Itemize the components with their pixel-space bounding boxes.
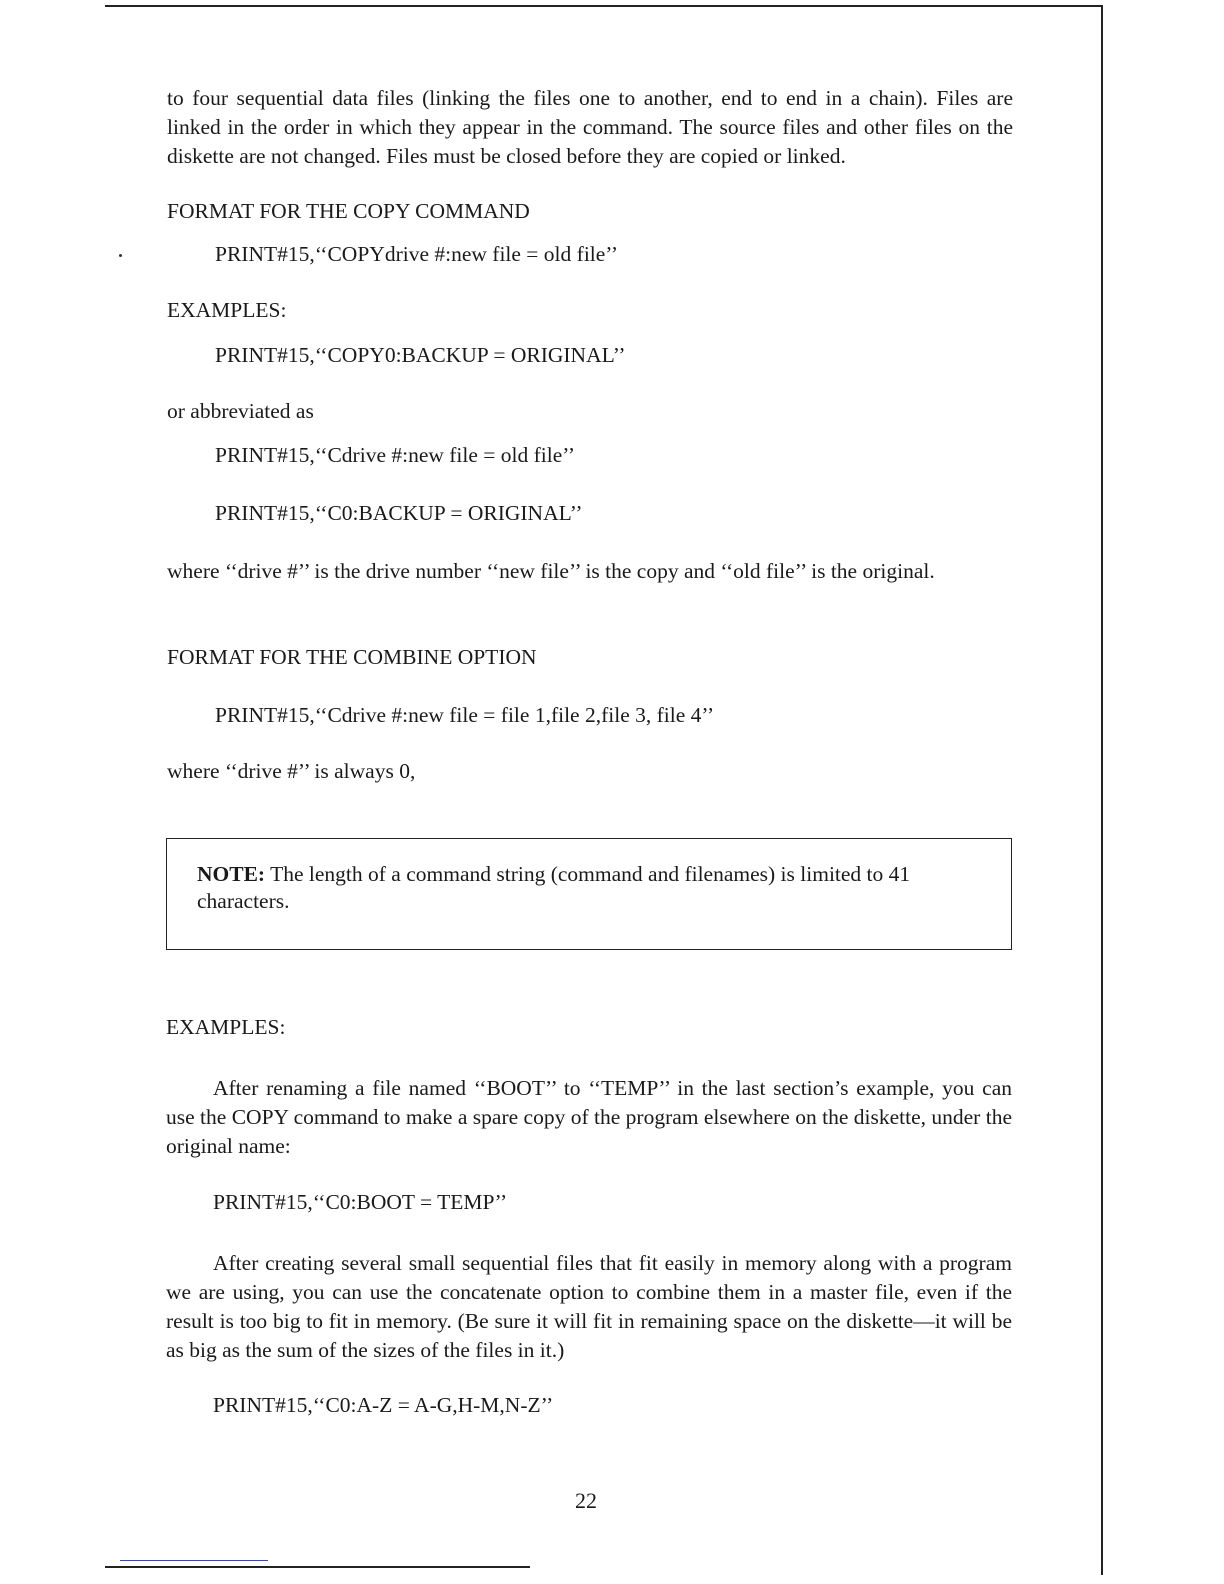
intro-paragraph: to four sequential data files (linking the files one to another, end to end in a chain). Files are linked in the order in which they appear in the command. The source files and other files on the diskette are not changed. Files must be closed before they are copied or linked. bbox=[167, 86, 1013, 168]
concatenate-paragraph: After creating several small sequential files that fit easily in memory along with a program we are using, you can use the concatenate option to combine them in a master file, even if the result is too big to fit in memory. (Be sure it will fit in remaining space on the diskette—it will be as big as the sum of the sizes of the files in it.) bbox=[166, 1251, 1012, 1362]
page-number: 22 bbox=[575, 1488, 597, 1513]
scan-speck bbox=[119, 254, 122, 257]
note-box bbox=[166, 838, 1012, 950]
note-label: NOTE: bbox=[197, 862, 266, 886]
combine-option-heading: FORMAT FOR THE COMBINE OPTION bbox=[167, 645, 537, 669]
abbreviated-text: or abbreviated as bbox=[167, 399, 314, 423]
combine-option-format: PRINT#15,‘‘Cdrive #:new file = file 1,file 2,file 3, file 4’’ bbox=[215, 703, 715, 727]
examples-heading-1: EXAMPLES: bbox=[167, 298, 287, 322]
concatenate-example: PRINT#15,‘‘C0:A-Z = A-G,H-M,N-Z’’ bbox=[213, 1393, 554, 1417]
page-border-right bbox=[1101, 5, 1103, 1575]
abbreviated-format: PRINT#15,‘‘Cdrive #:new file = old file’’ bbox=[215, 443, 576, 467]
note-content bbox=[197, 861, 987, 915]
where-combine-text: where ‘‘drive #’’ is always 0, bbox=[167, 759, 416, 783]
page-border-bottom bbox=[105, 1566, 530, 1568]
examples-heading-2: EXAMPLES: bbox=[166, 1015, 286, 1039]
where-copy-paragraph: where ‘‘drive #’’ is the drive number ‘‘new file’’ is the copy and ‘‘old file’’ is the original. bbox=[167, 559, 935, 583]
copy-command-format: PRINT#15,‘‘COPYdrive #:new file = old file’’ bbox=[215, 242, 619, 266]
copy-command-example: PRINT#15,‘‘COPY0:BACKUP = ORIGINAL’’ bbox=[215, 343, 626, 367]
note-text: The length of a command string (command and filenames) is limited to 41 characters. bbox=[197, 862, 911, 913]
abbreviated-example: PRINT#15,‘‘C0:BACKUP = ORIGINAL’’ bbox=[215, 501, 583, 525]
rename-example: PRINT#15,‘‘C0:BOOT = TEMP’’ bbox=[213, 1190, 508, 1214]
page-border-top bbox=[105, 5, 1103, 7]
page-border-bottom-accent bbox=[120, 1560, 268, 1561]
rename-paragraph: After renaming a file named ‘‘BOOT’’ to ‘‘TEMP’’ in the last section’s example, you can use the COPY command to make a spare copy of the program elsewhere on the diskette, under the original name: bbox=[166, 1076, 1012, 1158]
copy-command-heading: FORMAT FOR THE COPY COMMAND bbox=[167, 199, 530, 223]
